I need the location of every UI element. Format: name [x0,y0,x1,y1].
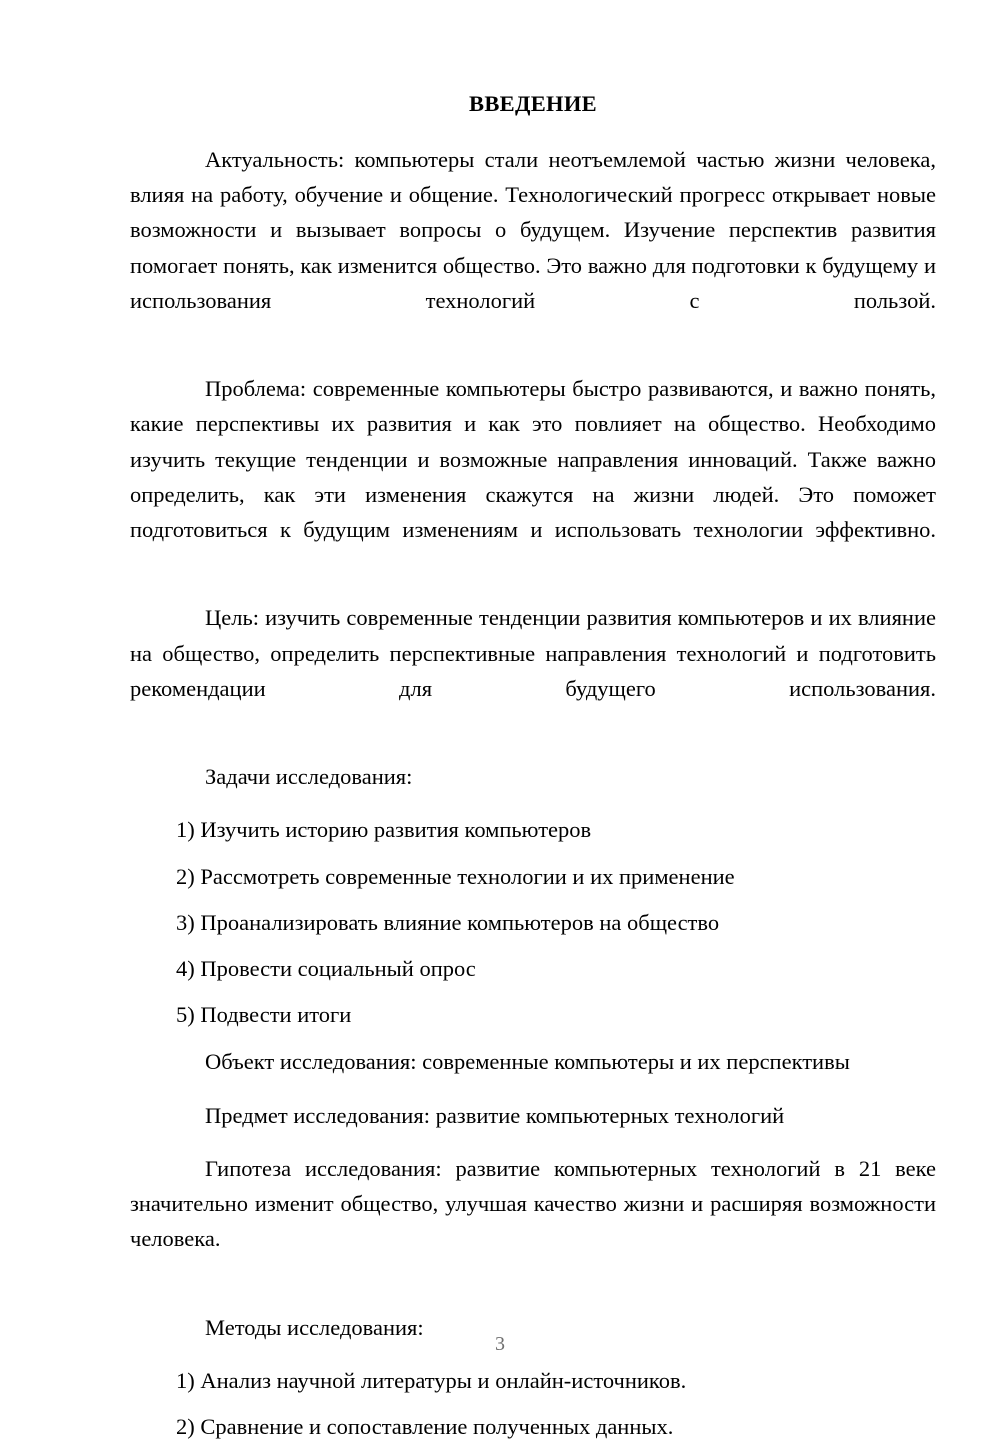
list-item: 5) Подвести итоги [176,1002,352,1028]
research-hypothesis: Гипотеза исследования: развитие компьютерных технологий в 21 веке значительно изменит общество, улучшая качество жизни и расширяя возможности человека. [130,1155,936,1252]
research-object: Объект исследования: современные компьютеры и их перспективы [205,1049,850,1075]
paragraph-relevance: Актуальность: компьютеры стали неотъемлемой частью жизни человека, влияя на работу, обучение и общение. Технологический прогресс открывает новые возможности и вызывает вопросы о будущем. Изучение перспектив развития помогает понять, как изменится общество. Это важно для подготовки к будущему и использования технологий с пользой. [130,147,936,313]
methods-label: Методы исследования: [205,1314,424,1340]
list-item: 4) Провести социальный опрос [176,956,476,982]
list-item: 1) Анализ научной литературы и онлайн-источников. [176,1367,687,1393]
list-item: 1) Изучить историю развития компьютеров [176,817,592,843]
paragraph-goal: Цель: изучить современные тенденции развития компьютеров и их влияние на общество, определить перспективные направления технологий и подготовить рекомендации для будущего использования. [130,605,936,701]
list-item: 2) Сравнение и сопоставление полученных данных. [176,1414,674,1440]
research-subject: Предмет исследования: развитие компьютерных технологий [205,1102,785,1128]
paragraph-problem: Проблема: современные компьютеры быстро развиваются, и важно понять, какие перспективы их развития и как это повлияет на общество. Необходимо изучить текущие тенденции и возможные направления инноваций. Также важно определить, как эти изменения скажутся на жизни людей. Это поможет подготовиться к будущим изменениям и использовать технологии эффективно. [130,376,936,543]
list-item: 2) Рассмотреть современные технологии и их применение [176,863,735,889]
page-number: 3 [495,1333,505,1355]
page-content [130,88,936,1456]
tasks-list [130,812,936,1032]
page-title: ВВЕДЕНИЕ [469,91,597,116]
tasks-label: Задачи исследования: [205,764,413,790]
methods-list [130,1363,936,1444]
list-item: 3) Проанализировать влияние компьютеров на общество [176,909,720,935]
